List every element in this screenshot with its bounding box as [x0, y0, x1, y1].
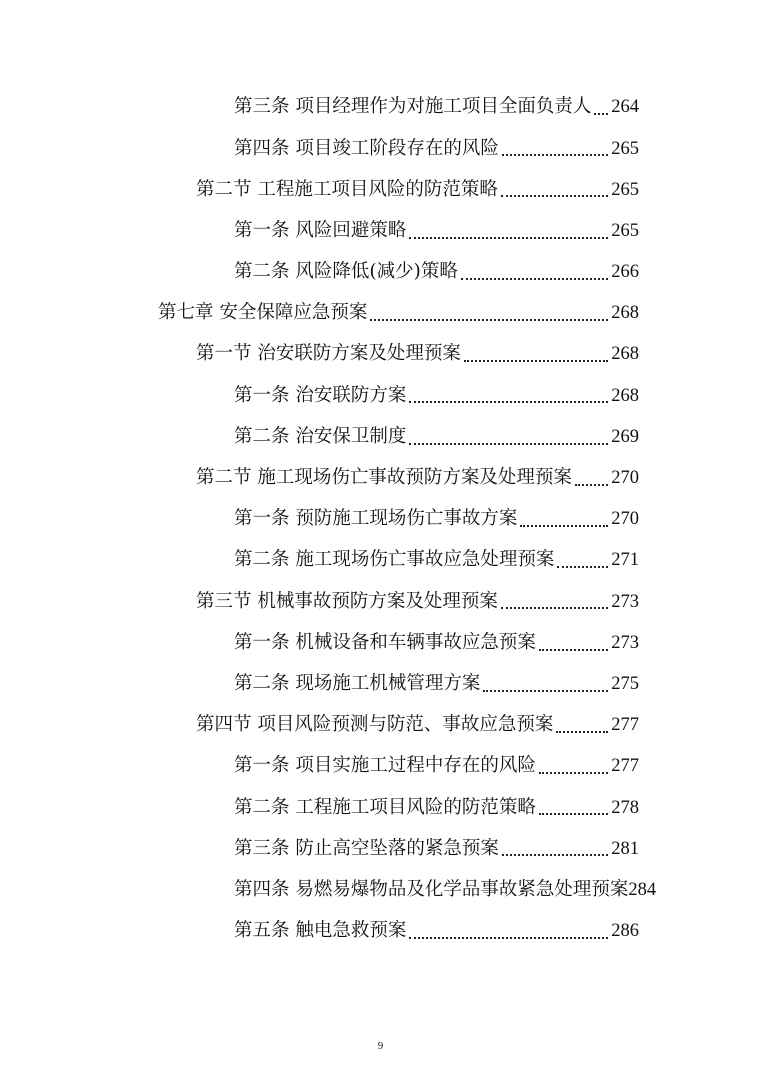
toc-entry-page: 284: [628, 879, 657, 900]
toc-entry-page: 264: [611, 97, 639, 118]
toc-entry-title: 工程施工项目风险的防范策略: [257, 178, 498, 200]
toc-entry-title: 安全保障应急预案: [219, 302, 368, 324]
toc-entry[interactable]: [0, 664, 639, 705]
toc-entry-page: 273: [611, 632, 639, 653]
toc-entry-page: 271: [611, 550, 639, 571]
dot-leader: [520, 524, 608, 527]
page-number: 9: [377, 1040, 384, 1052]
toc-entry-label: 第一节: [196, 343, 252, 365]
toc-entry[interactable]: [0, 828, 639, 869]
dot-leader: [556, 730, 608, 733]
dot-leader: [539, 812, 608, 815]
toc-entry-label: 第四条: [234, 878, 290, 900]
toc-entry[interactable]: [0, 458, 639, 499]
toc-entry[interactable]: [0, 293, 639, 334]
toc-entry-page: 277: [611, 756, 639, 777]
toc-entry-page: 278: [611, 797, 639, 818]
dot-leader: [539, 771, 608, 774]
toc-entry-title: 易燃易爆物品及化学品事故紧急处理预案: [295, 878, 629, 900]
dot-leader: [575, 483, 608, 486]
toc-entry-label: 第一条: [234, 631, 290, 653]
toc-entry[interactable]: [0, 417, 639, 458]
toc-entry[interactable]: [0, 169, 639, 210]
toc-entry[interactable]: [0, 334, 639, 375]
toc-entry-label: 第四节: [196, 714, 252, 736]
dot-leader: [502, 853, 608, 856]
toc-entry-page: 270: [611, 468, 639, 489]
toc-entry-label: 第七章: [158, 302, 214, 324]
toc-entry[interactable]: [0, 128, 639, 169]
toc-entry-page: 265: [611, 179, 639, 200]
table-of-contents: [0, 87, 761, 952]
toc-entry-label: 第一条: [234, 384, 290, 406]
toc-entry-label: 第三条: [234, 96, 290, 118]
dot-leader: [409, 936, 608, 939]
dot-leader: [370, 318, 608, 321]
toc-entry[interactable]: [0, 540, 639, 581]
dot-leader: [557, 565, 608, 568]
toc-entry[interactable]: [0, 499, 639, 540]
dot-leader: [409, 236, 608, 239]
toc-entry[interactable]: [0, 705, 639, 746]
toc-entry-title: 风险降低(减少)策略: [295, 261, 458, 283]
toc-entry-title: 治安联防方案: [295, 384, 407, 406]
toc-entry[interactable]: [0, 87, 639, 128]
toc-entry-title: 风险回避策略: [295, 219, 407, 241]
toc-entry[interactable]: [0, 746, 639, 787]
dot-leader: [502, 153, 608, 156]
toc-entry-label: 第二节: [196, 467, 252, 489]
toc-entry-title: 施工现场伤亡事故应急处理预案: [295, 549, 555, 571]
toc-entry-label: 第二条: [234, 261, 290, 283]
dot-leader: [594, 112, 608, 115]
toc-entry-label: 第二节: [196, 178, 252, 200]
toc-entry[interactable]: [0, 870, 656, 911]
toc-entry-label: 第二条: [234, 425, 290, 447]
dot-leader: [501, 606, 608, 609]
toc-entry-title: 治安保卫制度: [295, 425, 407, 447]
toc-entry-title: 项目经理作为对施工项目全面负责人: [295, 96, 592, 118]
toc-entry-title: 预防施工现场伤亡事故方案: [295, 508, 518, 530]
toc-entry[interactable]: [0, 911, 639, 952]
toc-entry-page: 266: [611, 262, 639, 283]
toc-entry-label: 第二条: [234, 672, 290, 694]
toc-entry-label: 第二条: [234, 796, 290, 818]
dot-leader: [409, 442, 608, 445]
toc-entry-label: 第一条: [234, 508, 290, 530]
toc-entry-title: 治安联防方案及处理预案: [257, 343, 461, 365]
toc-entry-title: 机械事故预防方案及处理预案: [257, 590, 498, 612]
toc-entry-page: 269: [611, 426, 639, 447]
toc-entry-title: 现场施工机械管理方案: [295, 672, 481, 694]
toc-entry-page: 286: [611, 921, 639, 942]
toc-entry-label: 第三条: [234, 837, 290, 859]
toc-entry[interactable]: [0, 211, 639, 252]
toc-entry-title: 施工现场伤亡事故预防方案及处理预案: [257, 467, 572, 489]
toc-entry-page: 265: [611, 138, 639, 159]
toc-entry-label: 第三节: [196, 590, 252, 612]
toc-entry-page: 268: [611, 303, 639, 324]
toc-entry-title: 项目竣工阶段存在的风险: [295, 137, 499, 159]
toc-entry[interactable]: [0, 252, 639, 293]
toc-entry-title: 触电急救预案: [295, 920, 407, 942]
toc-entry-label: 第五条: [234, 920, 290, 942]
dot-leader: [539, 648, 608, 651]
toc-entry-page: 281: [611, 838, 639, 859]
dot-leader: [483, 689, 608, 692]
toc-entry[interactable]: [0, 622, 639, 663]
toc-entry[interactable]: [0, 375, 639, 416]
toc-entry-label: 第二条: [234, 549, 290, 571]
dot-leader: [464, 359, 608, 362]
toc-entry-title: 机械设备和车辆事故应急预案: [295, 631, 536, 653]
toc-entry-page: 277: [611, 715, 639, 736]
dot-leader: [409, 400, 608, 403]
toc-entry-page: 265: [611, 220, 639, 241]
toc-entry[interactable]: [0, 581, 639, 622]
toc-entry-page: 275: [611, 673, 639, 694]
dot-leader: [501, 194, 608, 197]
dot-leader: [461, 277, 608, 280]
toc-entry-page: 268: [611, 344, 639, 365]
toc-entry[interactable]: [0, 787, 639, 828]
toc-entry-title: 项目实施工过程中存在的风险: [295, 755, 536, 777]
toc-entry-title: 工程施工项目风险的防范策略: [295, 796, 536, 818]
toc-entry-title: 项目风险预测与防范、事故应急预案: [257, 714, 554, 736]
toc-entry-page: 268: [611, 385, 639, 406]
toc-entry-label: 第四条: [234, 137, 290, 159]
toc-entry-label: 第一条: [234, 219, 290, 241]
toc-entry-title: 防止高空坠落的紧急预案: [295, 837, 499, 859]
toc-entry-label: 第一条: [234, 755, 290, 777]
toc-entry-page: 273: [611, 591, 639, 612]
toc-entry-page: 270: [611, 509, 639, 530]
